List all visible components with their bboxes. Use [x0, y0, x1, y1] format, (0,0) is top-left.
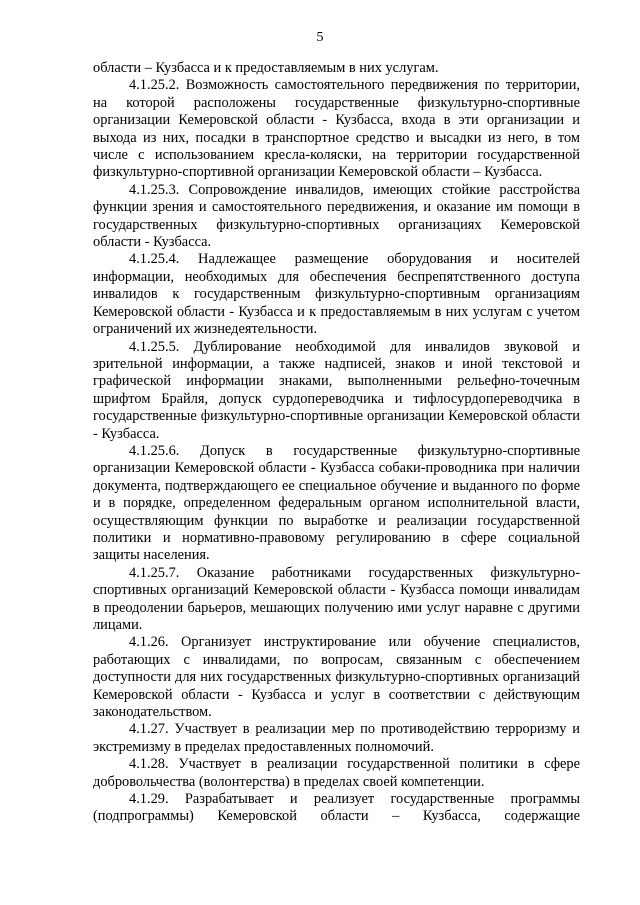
paragraph-4-1-27: 4.1.27. Участвует в реализации мер по противодействию терроризму и экстремизму в пределах предоставленных полномочий. [93, 721, 580, 755]
paragraph-4-1-29: 4.1.29. Разрабатывает и реализует государственные программы (подпрограммы) Кемеровской области – Кузбасса, содержащие [93, 791, 580, 825]
paragraph-4-1-28: 4.1.28. Участвует в реализации государственной политики в сфере добровольчества (волонтерства) в пределах своей компетенции. [93, 756, 580, 790]
paragraph-4-1-25-4: 4.1.25.4. Надлежащее размещение оборудования и носителей информации, необходимых для обеспечения беспрепятственного доступа инвалидов к государственным физкультурно-спортивным организациям Кемеровской области - Кузбасса и к предоставляемым в них услугам с учетом ограничений их жизнедеятельности. [93, 251, 580, 338]
paragraph-4-1-26: 4.1.26. Организует инструктирование или обучение специалистов, работающих с инвалидами, по вопросам, связанным с обеспечением доступности для них государственных физкультурно-спортивных организаций Кемеровской области - Кузбасса и услуг в соответствии с действующим законодательством. [93, 634, 580, 721]
paragraph-4-1-25-3: 4.1.25.3. Сопровождение инвалидов, имеющих стойкие расстройства функции зрения и самостоятельного передвижения, и оказание им помощи в государственных физкультурно-спортивных организациях Кемеровской области - Кузбасса. [93, 181, 580, 251]
paragraph-4-1-25-6: 4.1.25.6. Допуск в государственные физкультурно-спортивные организации Кемеровской области - Кузбасса собаки-проводника при наличии документа, подтверждающего ее специальное обучение и выданного по форме и в порядке, определенном федеральным органом исполнительной власти, осуществляющим функции по выработке и реализации государственной политики и нормативно-правовому регулированию в сфере социальной защиты населения. [93, 442, 580, 564]
paragraph-4-1-25-7: 4.1.25.7. Оказание работниками государственных физкультурно-спортивных организаций Кемеровской области - Кузбасса помощи инвалидам в преодолении барьеров, мешающих получению ими услуг наравне с другими лицами. [93, 564, 580, 633]
paragraph-4-1-25-5: 4.1.25.5. Дублирование необходимой для инвалидов звуковой и зрительной информации, а также надписей, знаков и иной текстовой и графической информации знаками, выполненными рельефно-точечным шрифтом Брайля, допуск сурдопереводчика и тифлосурдопереводчика в государственные физкультурно-спортивные организации Кемеровской области - Кузбасса. [93, 338, 580, 442]
page-number: 5 [316, 30, 324, 45]
paragraph-4-1-25-2: 4.1.25.2. Возможность самостоятельного передвижения по территории, на которой расположены государственные физкультурно-спортивные организации Кемеровской области - Кузбасса, входа в эти организации и выхода из них, посадки в транспортное средство и высадки из него, в том числе с использованием кресла-коляски, на территории государственной физкультурно-спортивной организации Кемеровской области – Кузбасса. [93, 77, 580, 181]
document-body [93, 60, 580, 826]
paragraph-continuation: области – Кузбасса и к предоставляемым в них услугам. [93, 60, 439, 76]
